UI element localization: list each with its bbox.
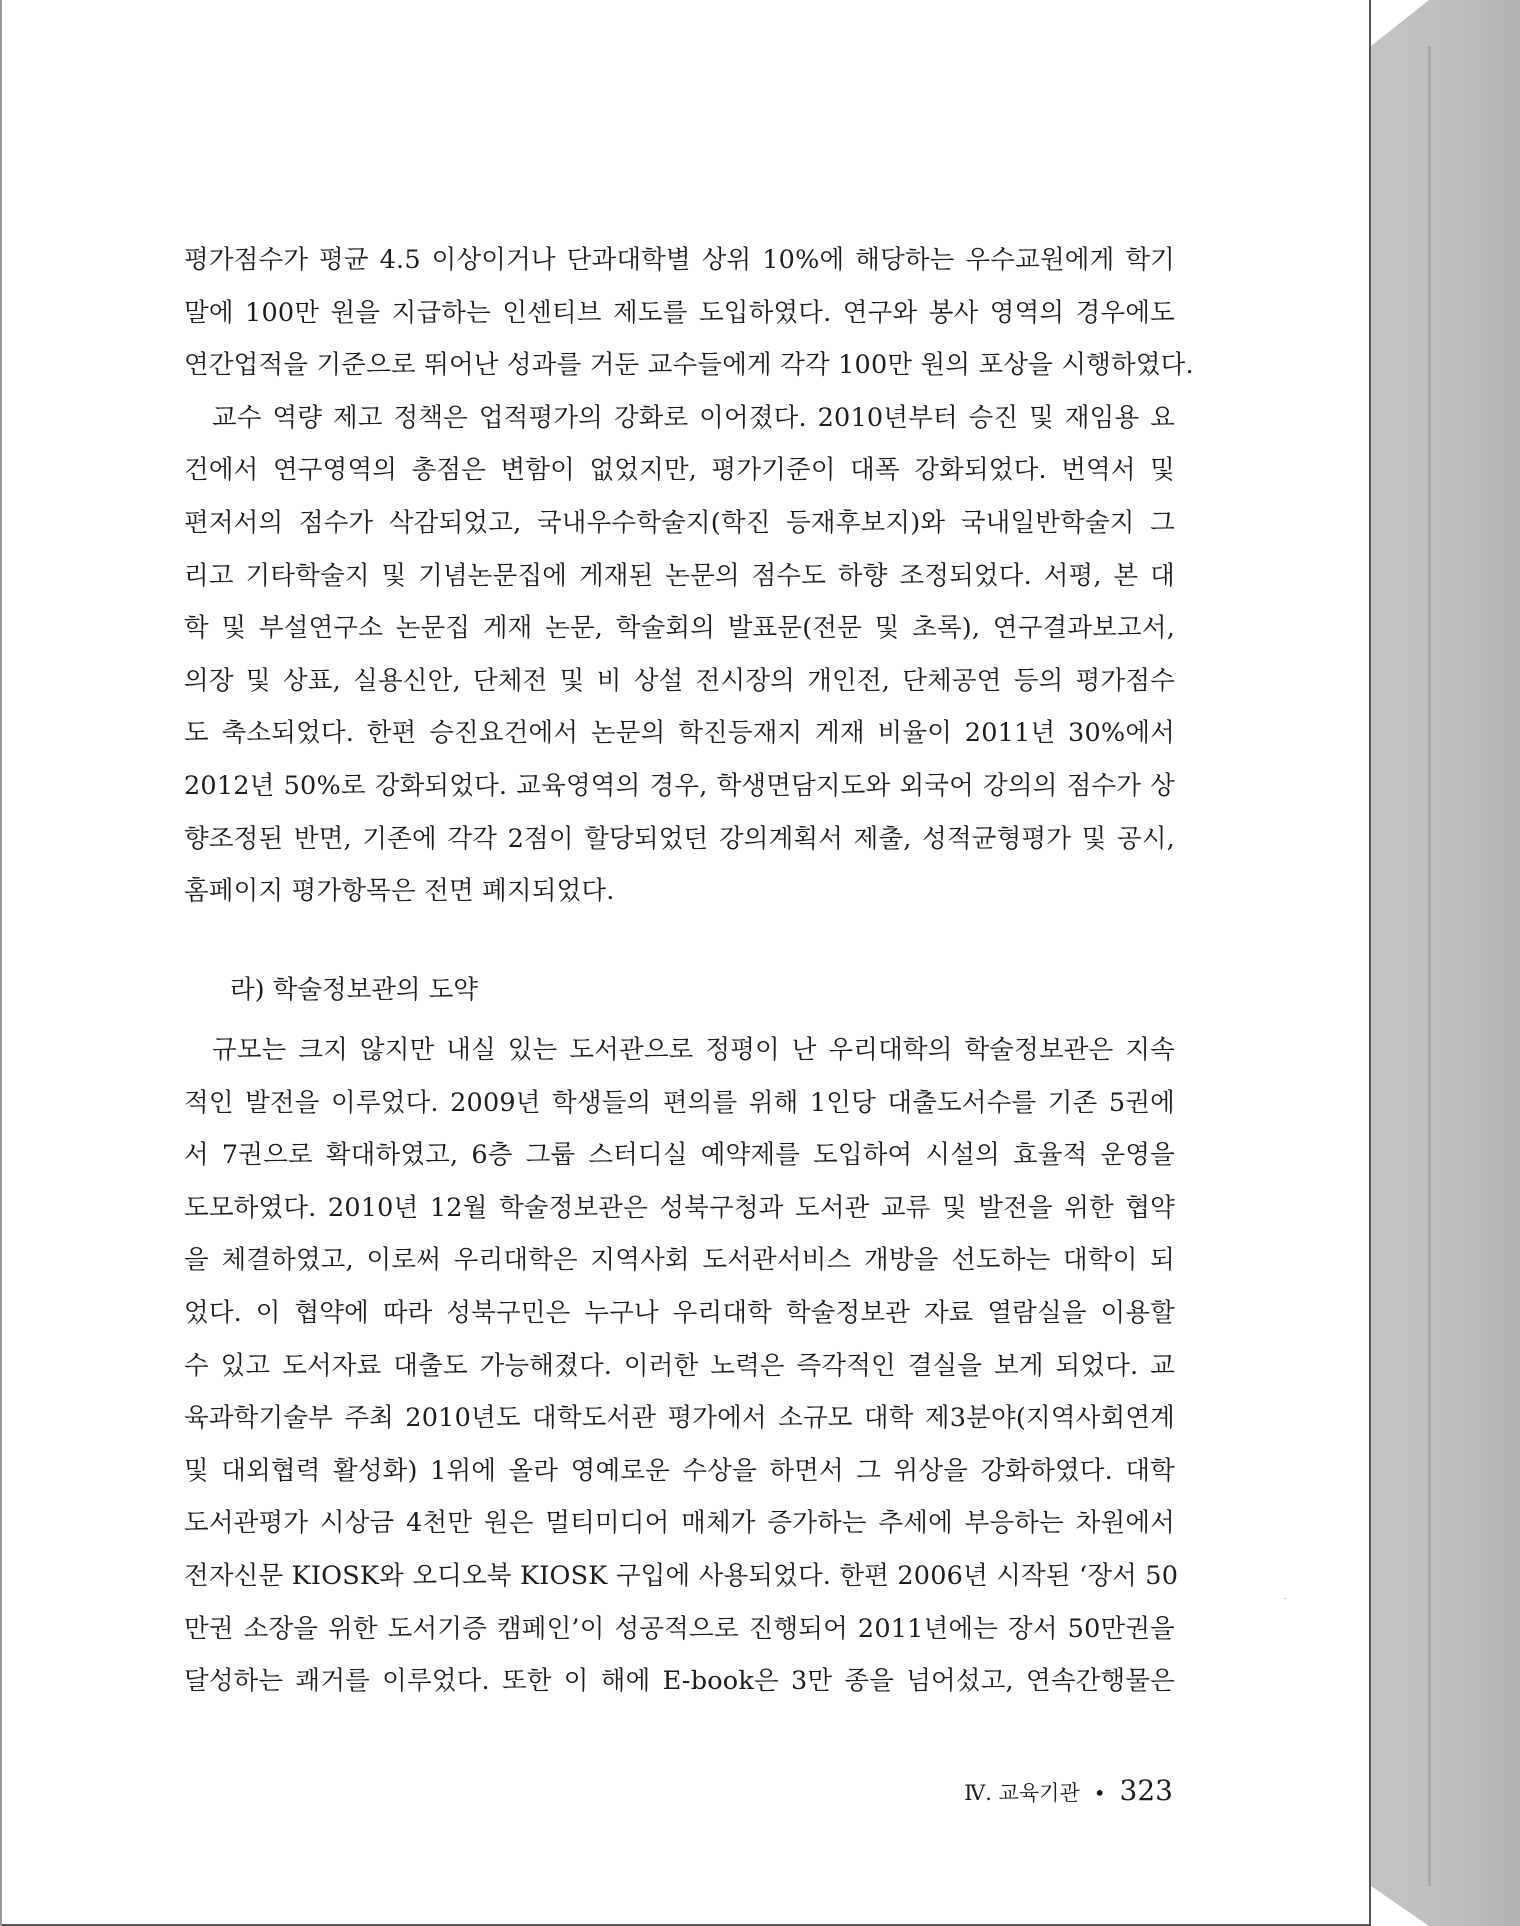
paragraph-3-line: 었다. 이 협약에 따라 성북구민은 누구나 우리대학 학술정보관 자료 열람실을 이용할 — [184, 1297, 1175, 1328]
paragraph-2-line: 홈페이지 평가항목은 전면 폐지되었다. — [184, 876, 615, 907]
paragraph-1-line: 말에 100만 원을 지급하는 인센티브 제도를 도입하였다. 연구와 봉사 영역의 경우에도 — [184, 297, 1175, 328]
paragraph-3-line: 달성하는 쾌거를 이루었다. 또한 이 해에 E-book은 3만 종을 넘어섰고, 연속간행물은 — [184, 1666, 1175, 1697]
page-left-edge — [0, 0, 2, 1926]
paragraph-2-line: 의장 및 상표, 실용신안, 단체전 및 비 상설 전시장의 개인전, 단체공연 등의 평가점수 — [184, 665, 1175, 696]
paragraph-2-line: 향조정된 반면, 기존에 각각 2점이 할당되었던 강의계획서 제출, 성적균형평가 및 공시, — [184, 823, 1175, 854]
paragraph-3-line: 규모는 크지 않지만 내실 있는 도서관으로 정평이 난 우리대학의 학술정보관은 지속 — [212, 1035, 1175, 1065]
paragraph-3-line: 도모하였다. 2010년 12월 학술정보관은 성북구청과 도서관 교류 및 발전을 위한 협약 — [184, 1192, 1175, 1223]
page-footer — [964, 1774, 1173, 1807]
paragraph-3-line: 적인 발전을 이루었다. 2009년 학생들의 편의를 위해 1인당 대출도서수를 기존 5권에 — [184, 1087, 1175, 1118]
paragraph-3-line: 수 있고 도서자료 대출도 가능해졌다. 이러한 노력은 즉각적인 결실을 보게 되었다. 교 — [184, 1350, 1175, 1381]
paragraph-2-line: 2012년 50%로 강화되었다. 교육영역의 경우, 학생면담지도와 외국어 강의의 점수가 상 — [184, 770, 1175, 801]
body-text-lower — [184, 1024, 1179, 1708]
scan-speck — [1284, 1598, 1286, 1599]
paragraph-3-line: 도서관평가 시상금 4천만 원은 멀티미디어 매체가 증가하는 추세에 부응하는 차원에서 — [184, 1508, 1175, 1539]
section-heading: 라) 학술정보관의 도약 — [230, 975, 478, 1005]
paragraph-3-line: 및 대외협력 활성화) 1위에 올라 영예로운 수상을 하면서 그 위상을 강화하였다. 대학 — [184, 1455, 1175, 1486]
paragraph-3-line: 육과학기술부 주최 2010년도 대학도서관 평가에서 소규모 대학 제3분야(지역사회연계 — [184, 1403, 1175, 1434]
book-side-top-corner — [1371, 0, 1429, 46]
paragraph-2-line: 도 축소되었다. 한편 승진요건에서 논문의 학진등재지 게재 비율이 2011년 30%에서 — [184, 718, 1175, 749]
footer-bullet-icon: • — [1093, 1781, 1106, 1805]
paragraph-2-line: 건에서 연구영역의 총점은 변함이 없었지만, 평가기준이 대폭 강화되었다. 번역서 및 — [184, 455, 1175, 486]
paragraph-3-line: 만권 소장을 위한 도서기증 캠페인’이 성공적으로 진행되어 2011년에는 장서 50만권을 — [184, 1613, 1175, 1644]
paragraph-1-line: 연간업적을 기준으로 뛰어난 성과를 거둔 교수들에게 각각 100만 원의 포상을 시행하였다. — [184, 350, 1194, 381]
paragraph-3-line: 서 7권으로 확대하였고, 6층 그룹 스터디실 예약제를 도입하여 시설의 효율적 운영을 — [184, 1140, 1175, 1171]
book-side-edge — [1371, 0, 1520, 1926]
paragraph-3-line: 전자신문 KIOSK와 오디오북 KIOSK 구입에 사용되었다. 한편 2006년 시작된 ‘장서 50 — [184, 1560, 1179, 1591]
paragraph-2-line: 편저서의 점수가 삭감되었고, 국내우수학술지(학진 등재후보지)와 국내일반학술지 그 — [184, 507, 1175, 538]
book-side-bottom-corner — [1371, 1886, 1429, 1926]
paragraph-2-line: 학 및 부설연구소 논문집 게재 논문, 학술회의 발표문(전문 및 초록), 연구결과보고서, — [184, 613, 1175, 644]
paragraph-1-line: 평가점수가 평균 4.5 이상이거나 단과대학별 상위 10%에 해당하는 우수교원에게 학기 — [184, 245, 1175, 275]
body-text-upper — [184, 234, 1194, 918]
paragraph-3-line: 을 체결하였고, 이로써 우리대학은 지역사회 도서관서비스 개방을 선도하는 대학이 되 — [184, 1245, 1175, 1276]
book-side-highlight — [1428, 46, 1431, 1886]
paragraph-2-line: 리고 기타학술지 및 기념논문집에 게재된 논문의 점수도 하향 조정되었다. 서평, 본 대 — [184, 560, 1175, 591]
page-number: 323 — [1119, 1774, 1173, 1807]
paragraph-2-line: 교수 역량 제고 정책은 업적평가의 강화로 이어졌다. 2010년부터 승진 및 재임용 요 — [212, 402, 1175, 433]
footer-chapter-title: Ⅳ. 교육기관 — [964, 1781, 1080, 1805]
